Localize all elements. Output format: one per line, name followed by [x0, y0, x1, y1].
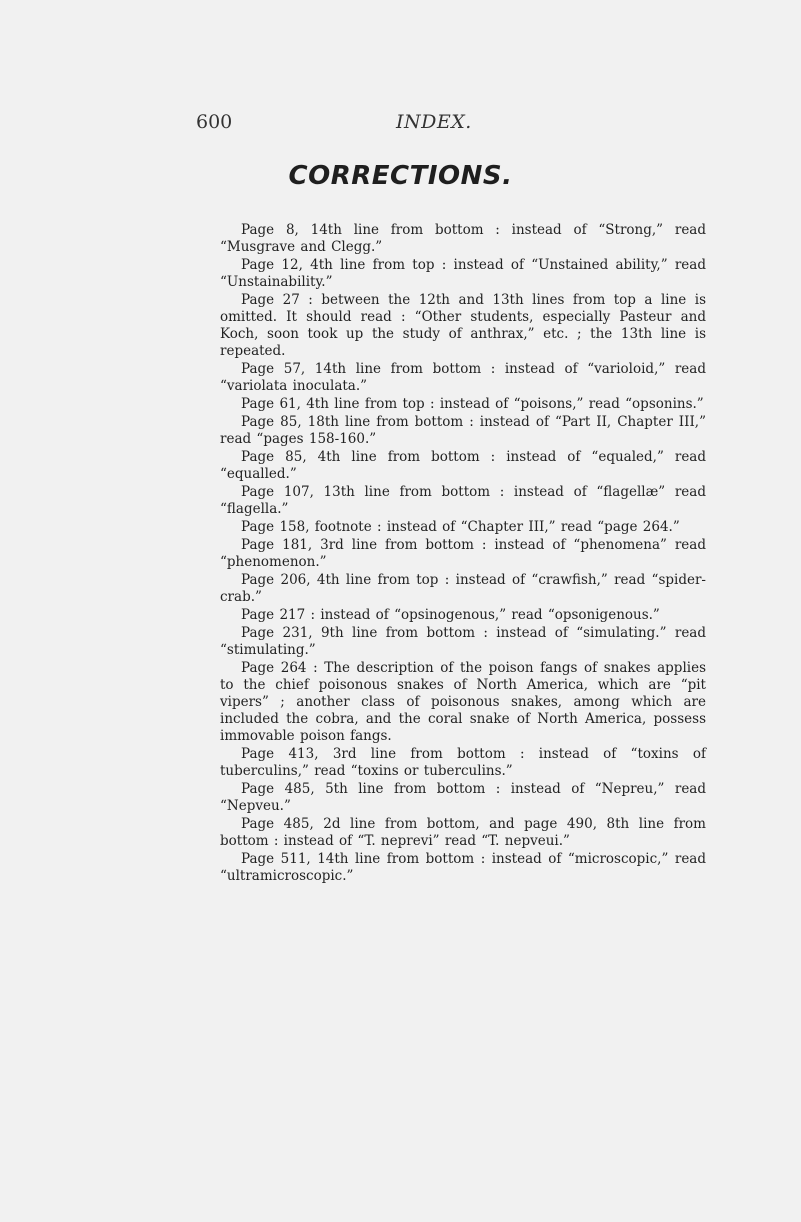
correction-entry: Page 181, 3rd line from bottom : instead of “phenomena” read “phenomenon.” [220, 537, 706, 570]
correction-entry: Page 206, 4th line from top : instead of “crawfish,” read “spider-crab.” [220, 572, 706, 605]
correction-entry: Page 8, 14th line from bottom : instead of “Strong,” read “Musgrave and Clegg.” [220, 222, 706, 255]
section-title: CORRECTIONS. [288, 161, 513, 191]
running-head [0, 110, 801, 142]
correction-entry: Page 61, 4th line from top : instead of “poisons,” read “opsonins.” [241, 396, 704, 412]
correction-entry: Page 413, 3rd line from bottom : instead of “toxins of tuberculins,” read “toxins or tuberculins.” [220, 746, 706, 779]
correction-entry: Page 217 : instead of “opsinogenous,” read “opsonigenous.” [241, 607, 660, 623]
correction-entry: Page 12, 4th line from top : instead of “Unstained ability,” read “Unstainability.” [220, 257, 706, 290]
correction-entry: Page 57, 14th line from bottom : instead of “varioloid,” read “variolata inoculata.” [220, 361, 706, 394]
running-title: INDEX. [396, 111, 472, 133]
correction-entry: Page 107, 13th line from bottom : instead of “flagellæ” read “flagella.” [220, 484, 706, 517]
correction-entry: Page 158, footnote : instead of “Chapter III,” read “page 264.” [241, 519, 680, 535]
correction-entry: Page 27 : between the 12th and 13th lines from top a line is omitted. It should read : “Other students, especially Pasteur and Koch, soon took up the study of anthrax,” etc. ; the 13th line is repeated. [220, 292, 706, 359]
correction-entry: Page 231, 9th line from bottom : instead of “simulating.” read “stimulating.” [220, 625, 706, 658]
corrections-list [220, 222, 706, 886]
correction-entry: Page 485, 2d line from bottom, and page 490, 8th line from bottom : instead of “T. neprevi” read “T. nepveui.” [220, 816, 706, 849]
correction-entry: Page 85, 4th line from bottom : instead of “equaled,” read “equalled.” [220, 449, 706, 482]
correction-entry: Page 264 : The description of the poison fangs of snakes applies to the chief poisonous snakes of North America, which are “pit vipers” ; another class of poisonous snakes, among which are included the cobra, and the coral snake of North America, possess immovable poison fangs. [220, 660, 706, 744]
correction-entry: Page 85, 18th line from bottom : instead of “Part II, Chapter III,” read “pages 158-160.” [220, 414, 706, 447]
correction-entry: Page 485, 5th line from bottom : instead of “Nepreu,” read “Nepveu.” [220, 781, 706, 814]
page-number: 600 [196, 111, 233, 133]
correction-entry: Page 511, 14th line from bottom : instead of “microscopic,” read “ultramicroscopic.” [220, 851, 706, 884]
